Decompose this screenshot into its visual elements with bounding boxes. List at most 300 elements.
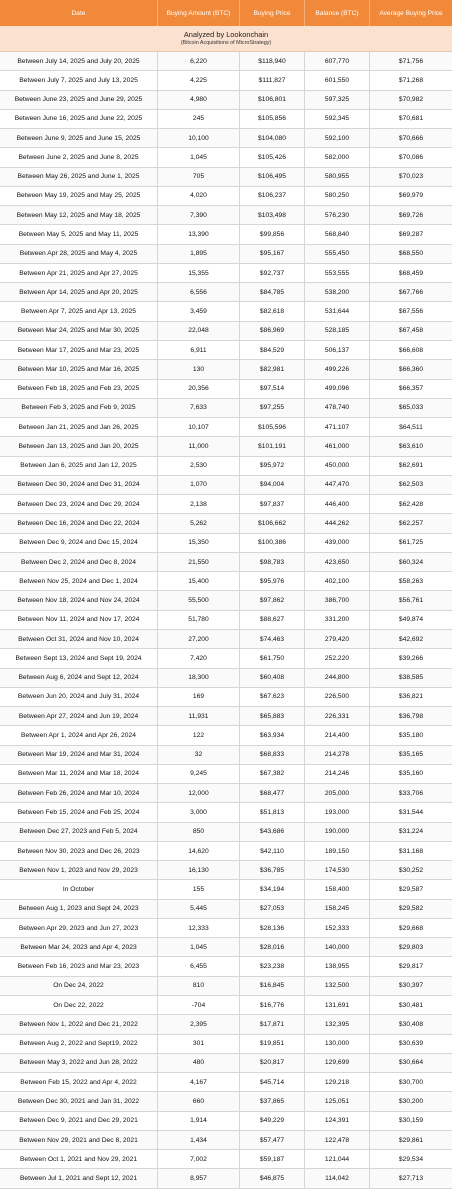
table-row	[0, 341, 452, 360]
cell-balance: 499,226	[305, 360, 370, 378]
cell-average-price: $69,979	[398, 192, 424, 200]
cell-balance: 125,051	[305, 1092, 370, 1110]
table-row	[0, 1015, 452, 1034]
cell-average-price: $30,700	[398, 1078, 424, 1086]
cell-date: On Dec 24, 2022	[0, 977, 158, 995]
cell-buying-price: $42,110	[240, 842, 305, 860]
cell-balance: 450,000	[305, 457, 370, 475]
cell-balance: 607,770	[305, 52, 370, 70]
cell-buying-amount: 15,355	[158, 264, 240, 282]
cell-balance: 576,230	[305, 206, 370, 224]
cell-average-price: $70,681	[398, 115, 424, 123]
cell-balance: 568,840	[305, 225, 370, 243]
cell-date: Between May 19, 2025 and May 25, 2025	[0, 187, 158, 205]
table-row	[0, 264, 452, 283]
cell-buying-amount: 122	[158, 726, 240, 744]
cell-buying-amount: 7,390	[158, 206, 240, 224]
table-row	[0, 707, 452, 726]
cell-buying-price: $68,833	[240, 746, 305, 764]
cell-buying-price: $60,408	[240, 669, 305, 687]
header-buying-price: Buying Price	[240, 0, 305, 26]
cell-balance: 114,042	[305, 1169, 370, 1187]
cell-balance: 158,245	[305, 900, 370, 918]
cell-buying-price: $118,940	[240, 52, 305, 70]
cell-buying-price: $88,627	[240, 611, 305, 629]
table-row	[0, 418, 452, 437]
cell-balance: 582,000	[305, 148, 370, 166]
cell-buying-amount: 6,911	[158, 341, 240, 359]
table-row	[0, 880, 452, 899]
cell-buying-price: $100,386	[240, 534, 305, 552]
cell-date: Between Sept 13, 2024 and Sept 19, 2024	[0, 649, 158, 667]
table-row	[0, 861, 452, 880]
cell-buying-price: $95,976	[240, 572, 305, 590]
cell-date: Between Aug 2, 2022 and Sept19, 2022	[0, 1035, 158, 1053]
table-row	[0, 225, 452, 244]
cell-buying-price: $97,862	[240, 591, 305, 609]
cell-buying-amount: 1,070	[158, 476, 240, 494]
cell-date: Between Feb 18, 2025 and Feb 23, 2025	[0, 380, 158, 398]
table-row	[0, 1169, 452, 1188]
cell-buying-price: $94,004	[240, 476, 305, 494]
cell-balance: 152,333	[305, 919, 370, 937]
cell-buying-price: $17,871	[240, 1015, 305, 1033]
cell-balance: 214,400	[305, 726, 370, 744]
cell-average-price: $30,252	[398, 866, 424, 874]
cell-date: Between Nov 30, 2023 and Dec 26, 2023	[0, 842, 158, 860]
table-row	[0, 611, 452, 630]
cell-date: Between June 2, 2025 and June 8, 2025	[0, 148, 158, 166]
cell-average-price: $35,180	[398, 731, 424, 739]
cell-balance: 132,395	[305, 1015, 370, 1033]
cell-buying-amount: 155	[158, 880, 240, 898]
cell-average-price: $29,803	[398, 943, 424, 951]
cell-balance: 279,420	[305, 630, 370, 648]
cell-average-price: $35,165	[398, 751, 424, 759]
table-row	[0, 148, 452, 167]
cell-average-price: $38,585	[398, 674, 424, 682]
cell-date: Between Mar 24, 2023 and Apr 4, 2023	[0, 938, 158, 956]
cell-buying-price: $103,498	[240, 206, 305, 224]
table-row	[0, 168, 452, 187]
cell-balance: 130,000	[305, 1035, 370, 1053]
cell-buying-amount: 11,931	[158, 707, 240, 725]
cell-date: Between Jun 20, 2024 and July 31, 2024	[0, 688, 158, 706]
cell-buying-price: $95,167	[240, 245, 305, 263]
cell-date: Between Dec 9, 2021 and Dec 29, 2021	[0, 1112, 158, 1130]
cell-balance: 214,246	[305, 765, 370, 783]
cell-buying-price: $63,934	[240, 726, 305, 744]
table-row	[0, 1092, 452, 1111]
cell-balance: 121,044	[305, 1150, 370, 1168]
cell-average-price: $66,357	[398, 385, 424, 393]
cell-average-price: $29,582	[398, 905, 424, 913]
cell-date: Between Nov 11, 2024 and Nov 17, 2024	[0, 611, 158, 629]
cell-buying-amount: 18,300	[158, 669, 240, 687]
cell-buying-price: $67,623	[240, 688, 305, 706]
cell-buying-price: $95,972	[240, 457, 305, 475]
table-row	[0, 688, 452, 707]
table-row	[0, 283, 452, 302]
cell-average-price: $62,428	[398, 500, 424, 508]
table-row	[0, 91, 452, 110]
cell-buying-price: $16,845	[240, 977, 305, 995]
cell-average-price: $71,756	[398, 57, 424, 65]
cell-average-price: $69,287	[398, 231, 424, 239]
cell-average-price: $36,821	[398, 693, 424, 701]
cell-buying-amount: -704	[158, 996, 240, 1014]
cell-balance: 174,530	[305, 861, 370, 879]
cell-average-price: $70,666	[398, 134, 424, 142]
table-row	[0, 553, 452, 572]
table-body	[0, 52, 452, 1189]
cell-buying-amount: 2,138	[158, 495, 240, 513]
cell-buying-price: $86,969	[240, 322, 305, 340]
cell-average-price: $30,397	[398, 982, 424, 990]
cell-balance: 158,400	[305, 880, 370, 898]
cell-buying-amount: 2,530	[158, 457, 240, 475]
cell-balance: 244,800	[305, 669, 370, 687]
cell-buying-price: $101,191	[240, 437, 305, 455]
cell-buying-price: $82,981	[240, 360, 305, 378]
cell-date: Between June 23, 2025 and June 29, 2025	[0, 91, 158, 109]
cell-buying-amount: 4,225	[158, 71, 240, 89]
cell-date: Between Oct 31, 2024 and Nov 10, 2024	[0, 630, 158, 648]
cell-buying-amount: 15,400	[158, 572, 240, 590]
cell-buying-amount: 850	[158, 823, 240, 841]
cell-average-price: $30,639	[398, 1040, 424, 1048]
table-row	[0, 919, 452, 938]
cell-balance: 129,699	[305, 1054, 370, 1072]
cell-buying-amount: 16,130	[158, 861, 240, 879]
cell-buying-amount: 32	[158, 746, 240, 764]
table-row	[0, 957, 452, 976]
cell-date: Between May 26, 2025 and June 1, 2025	[0, 168, 158, 186]
cell-date: Between May 3, 2022 and Jun 28, 2022	[0, 1054, 158, 1072]
cell-average-price: $68,459	[398, 269, 424, 277]
cell-buying-price: $84,785	[240, 283, 305, 301]
cell-balance: 205,000	[305, 784, 370, 802]
cell-date: Between Dec 23, 2024 and Dec 29, 2024	[0, 495, 158, 513]
cell-buying-price: $92,737	[240, 264, 305, 282]
cell-buying-amount: 4,980	[158, 91, 240, 109]
cell-buying-price: $74,463	[240, 630, 305, 648]
table-row	[0, 591, 452, 610]
cell-average-price: $70,023	[398, 173, 424, 181]
cell-buying-price: $105,856	[240, 110, 305, 128]
cell-buying-amount: 810	[158, 977, 240, 995]
cell-balance: 132,500	[305, 977, 370, 995]
cell-balance: 124,391	[305, 1112, 370, 1130]
cell-date: Between Apr 21, 2025 and Apr 27, 2025	[0, 264, 158, 282]
cell-buying-amount: 169	[158, 688, 240, 706]
table-row	[0, 1073, 452, 1092]
table-row	[0, 476, 452, 495]
cell-buying-amount: 6,455	[158, 957, 240, 975]
table-row	[0, 1150, 452, 1169]
cell-buying-amount: 10,100	[158, 129, 240, 147]
cell-average-price: $29,534	[398, 1155, 424, 1163]
cell-buying-amount: 12,333	[158, 919, 240, 937]
cell-buying-amount: 12,000	[158, 784, 240, 802]
cell-buying-amount: 14,620	[158, 842, 240, 860]
cell-average-price: $31,168	[398, 847, 424, 855]
cell-balance: 601,550	[305, 71, 370, 89]
table-row	[0, 495, 452, 514]
cell-date: Between Mar 24, 2025 and Mar 30, 2025	[0, 322, 158, 340]
cell-buying-amount: 1,045	[158, 148, 240, 166]
cell-date: Between Jan 21, 2025 and Jan 26, 2025	[0, 418, 158, 436]
cell-buying-amount: 5,262	[158, 514, 240, 532]
cell-balance: 471,107	[305, 418, 370, 436]
table-row	[0, 1131, 452, 1150]
cell-balance: 597,325	[305, 91, 370, 109]
cell-buying-amount: 5,445	[158, 900, 240, 918]
cell-balance: 447,470	[305, 476, 370, 494]
cell-buying-price: $84,529	[240, 341, 305, 359]
cell-balance: 439,000	[305, 534, 370, 552]
cell-balance: 531,644	[305, 302, 370, 320]
cell-date: Between Dec 30, 2021 and Jan 31, 2022	[0, 1092, 158, 1110]
cell-buying-amount: 8,957	[158, 1169, 240, 1187]
cell-balance: 131,691	[305, 996, 370, 1014]
cell-date: Between Nov 1, 2023 and Nov 29, 2023	[0, 861, 158, 879]
cell-date: In October	[0, 880, 158, 898]
cell-balance: 252,220	[305, 649, 370, 667]
cell-date: Between Nov 29, 2021 and Dec 8, 2021	[0, 1131, 158, 1149]
cell-buying-price: $59,187	[240, 1150, 305, 1168]
table-row	[0, 765, 452, 784]
cell-average-price: $30,159	[398, 1117, 424, 1125]
cell-balance: 386,700	[305, 591, 370, 609]
cell-balance: 580,250	[305, 187, 370, 205]
cell-buying-price: $68,477	[240, 784, 305, 802]
table-row	[0, 457, 452, 476]
cell-buying-amount: 245	[158, 110, 240, 128]
cell-buying-price: $105,426	[240, 148, 305, 166]
table-row	[0, 129, 452, 148]
table-row	[0, 360, 452, 379]
cell-buying-amount: 7,420	[158, 649, 240, 667]
table-row	[0, 842, 452, 861]
cell-balance: 461,000	[305, 437, 370, 455]
cell-average-price: $61,725	[398, 539, 424, 547]
cell-balance: 423,650	[305, 553, 370, 571]
header-date: Date	[0, 0, 158, 26]
cell-balance: 528,185	[305, 322, 370, 340]
cell-date: Between Feb 16, 2023 and Mar 23, 2023	[0, 957, 158, 975]
cell-average-price: $69,726	[398, 211, 424, 219]
cell-date: Between May 5, 2025 and May 11, 2025	[0, 225, 158, 243]
cell-buying-price: $28,136	[240, 919, 305, 937]
cell-buying-price: $97,837	[240, 495, 305, 513]
cell-buying-price: $105,596	[240, 418, 305, 436]
cell-balance: 129,218	[305, 1073, 370, 1091]
table-row	[0, 380, 452, 399]
cell-date: Between June 16, 2025 and June 22, 2025	[0, 110, 158, 128]
cell-buying-price: $36,785	[240, 861, 305, 879]
cell-average-price: $62,503	[398, 481, 424, 489]
cell-balance: 226,331	[305, 707, 370, 725]
cell-balance: 592,100	[305, 129, 370, 147]
cell-buying-price: $46,875	[240, 1169, 305, 1187]
cell-date: Between Apr 28, 2025 and May 4, 2025	[0, 245, 158, 263]
table-row	[0, 110, 452, 129]
cell-date: Between Nov 18, 2024 and Nov 24, 2024	[0, 591, 158, 609]
cell-date: Between Mar 19, 2024 and Mar 31, 2024	[0, 746, 158, 764]
table-row	[0, 206, 452, 225]
cell-buying-price: $98,783	[240, 553, 305, 571]
cell-buying-amount: 51,780	[158, 611, 240, 629]
cell-date: Between Feb 15, 2022 and Apr 4, 2022	[0, 1073, 158, 1091]
cell-buying-amount: 27,200	[158, 630, 240, 648]
table-row	[0, 1112, 452, 1131]
cell-balance: 444,262	[305, 514, 370, 532]
cell-buying-price: $99,856	[240, 225, 305, 243]
cell-buying-amount: 480	[158, 1054, 240, 1072]
cell-average-price: $64,511	[399, 423, 423, 431]
cell-balance: 140,000	[305, 938, 370, 956]
cell-date: Between Apr 14, 2025 and Apr 20, 2025	[0, 283, 158, 301]
cell-average-price: $27,713	[398, 1175, 424, 1183]
cell-buying-price: $28,016	[240, 938, 305, 956]
cell-buying-price: $57,477	[240, 1131, 305, 1149]
cell-date: Between Jan 6, 2025 and Jan 12, 2025	[0, 457, 158, 475]
table-row	[0, 649, 452, 668]
table-row	[0, 514, 452, 533]
table-row	[0, 630, 452, 649]
cell-date: Between Dec 30, 2024 and Dec 31, 2024	[0, 476, 158, 494]
cell-buying-amount: 6,220	[158, 52, 240, 70]
cell-buying-price: $106,662	[240, 514, 305, 532]
cell-date: Between Nov 1, 2022 and Dec 21, 2022	[0, 1015, 158, 1033]
cell-average-price: $62,257	[398, 520, 424, 527]
cell-average-price: $39,266	[398, 654, 424, 662]
cell-date: Between Feb 15, 2024 and Feb 25, 2024	[0, 803, 158, 821]
cell-average-price: $67,556	[398, 308, 424, 316]
cell-buying-price: $82,618	[240, 302, 305, 320]
table-row	[0, 437, 452, 456]
table-row	[0, 1035, 452, 1054]
table-header-row	[0, 0, 452, 26]
cell-buying-amount: 2,395	[158, 1015, 240, 1033]
cell-balance: 190,000	[305, 823, 370, 841]
cell-date: Between Oct 1, 2021 and Nov 29, 2021	[0, 1150, 158, 1168]
cell-date: Between Dec 27, 2023 and Feb 5, 2024	[0, 823, 158, 841]
header-average-price: Average Buying Price	[379, 9, 443, 17]
cell-buying-price: $27,053	[240, 900, 305, 918]
header-balance: Balance (BTC)	[305, 0, 370, 26]
cell-buying-amount: 7,002	[158, 1150, 240, 1168]
cell-balance: 189,150	[305, 842, 370, 860]
cell-buying-amount: 130	[158, 360, 240, 378]
cell-buying-price: $51,813	[240, 803, 305, 821]
cell-average-price: $65,033	[398, 404, 424, 412]
cell-buying-amount: 6,556	[158, 283, 240, 301]
cell-balance: 580,955	[305, 168, 370, 186]
cell-buying-price: $106,495	[240, 168, 305, 186]
cell-average-price: $71,268	[398, 76, 424, 84]
table-row	[0, 572, 452, 591]
cell-date: Between May 12, 2025 and May 18, 2025	[0, 206, 158, 224]
table-subheader	[0, 26, 452, 52]
cell-buying-amount: 1,895	[158, 245, 240, 263]
cell-buying-amount: 3,000	[158, 803, 240, 821]
cell-date: Between Dec 2, 2024 and Dec 8, 2024	[0, 553, 158, 571]
cell-average-price: $33,706	[398, 789, 424, 797]
cell-date: On Dec 22, 2022	[0, 996, 158, 1014]
table-row	[0, 1054, 452, 1073]
cell-average-price: $68,550	[398, 250, 424, 258]
cell-buying-price: $67,382	[240, 765, 305, 783]
cell-date: Between Jan 13, 2025 and Jan 20, 2025	[0, 437, 158, 455]
cell-average-price: $29,668	[398, 924, 424, 932]
table-row	[0, 399, 452, 418]
cell-average-price: $58,263	[398, 577, 424, 585]
cell-average-price: $67,766	[398, 288, 424, 296]
cell-buying-amount: 11,000	[158, 437, 240, 455]
table-row	[0, 726, 452, 745]
cell-buying-price: $111,827	[240, 71, 305, 89]
cell-buying-price: $97,514	[240, 380, 305, 398]
cell-date: Between Nov 25, 2024 and Dec 1, 2024	[0, 572, 158, 590]
cell-average-price: $70,086	[398, 153, 424, 161]
cell-average-price: $66,360	[398, 365, 424, 373]
cell-buying-price: $43,686	[240, 823, 305, 841]
cell-average-price: $30,408	[398, 1020, 424, 1028]
cell-date: Between Feb 3, 2025 and Feb 9, 2025	[0, 399, 158, 417]
cell-buying-amount: 705	[158, 168, 240, 186]
cell-average-price: $49,874	[398, 616, 424, 624]
cell-average-price: $62,691	[398, 462, 424, 470]
cell-date: Between Dec 16, 2024 and Dec 22, 2024	[0, 514, 158, 532]
cell-buying-amount: 55,500	[158, 591, 240, 609]
cell-date: Between Mar 17, 2025 and Mar 23, 2025	[0, 341, 158, 359]
cell-buying-amount: 20,356	[158, 380, 240, 398]
table-row	[0, 823, 452, 842]
header-buying-amount: Buying Amount (BTC)	[158, 0, 240, 26]
cell-date: Between Mar 10, 2025 and Mar 16, 2025	[0, 360, 158, 378]
cell-date: Between Mar 11, 2024 and Mar 18, 2024	[0, 765, 158, 783]
cell-date: Between Apr 7, 2025 and Apr 13, 2025	[0, 302, 158, 320]
cell-average-price: $42,692	[398, 635, 424, 643]
cell-buying-price: $104,080	[240, 129, 305, 147]
cell-buying-amount: 1,434	[158, 1131, 240, 1149]
table-row	[0, 784, 452, 803]
cell-buying-price: $20,817	[240, 1054, 305, 1072]
subheader-title: Analyzed by Lookonchain	[183, 30, 269, 39]
cell-buying-price: $16,776	[240, 996, 305, 1014]
cell-average-price: $29,587	[398, 886, 424, 894]
cell-average-price: $30,200	[398, 1097, 424, 1105]
cell-buying-amount: 10,107	[158, 418, 240, 436]
table-row	[0, 746, 452, 765]
cell-buying-amount: 1,045	[158, 938, 240, 956]
cell-date: Between Dec 9, 2024 and Dec 15, 2024	[0, 534, 158, 552]
table-row	[0, 900, 452, 919]
cell-average-price: $70,982	[398, 96, 424, 104]
cell-average-price: $66,608	[398, 346, 424, 354]
cell-buying-price: $61,750	[240, 649, 305, 667]
cell-average-price: $67,458	[398, 327, 424, 335]
table-row	[0, 996, 452, 1015]
cell-date: Between Aug 6, 2024 and Sept 12, 2024	[0, 669, 158, 687]
table-row	[0, 302, 452, 321]
cell-buying-amount: 4,167	[158, 1073, 240, 1091]
cell-balance: 402,100	[305, 572, 370, 590]
cell-average-price: $60,324	[398, 558, 424, 566]
cell-average-price: $30,481	[398, 1001, 424, 1009]
